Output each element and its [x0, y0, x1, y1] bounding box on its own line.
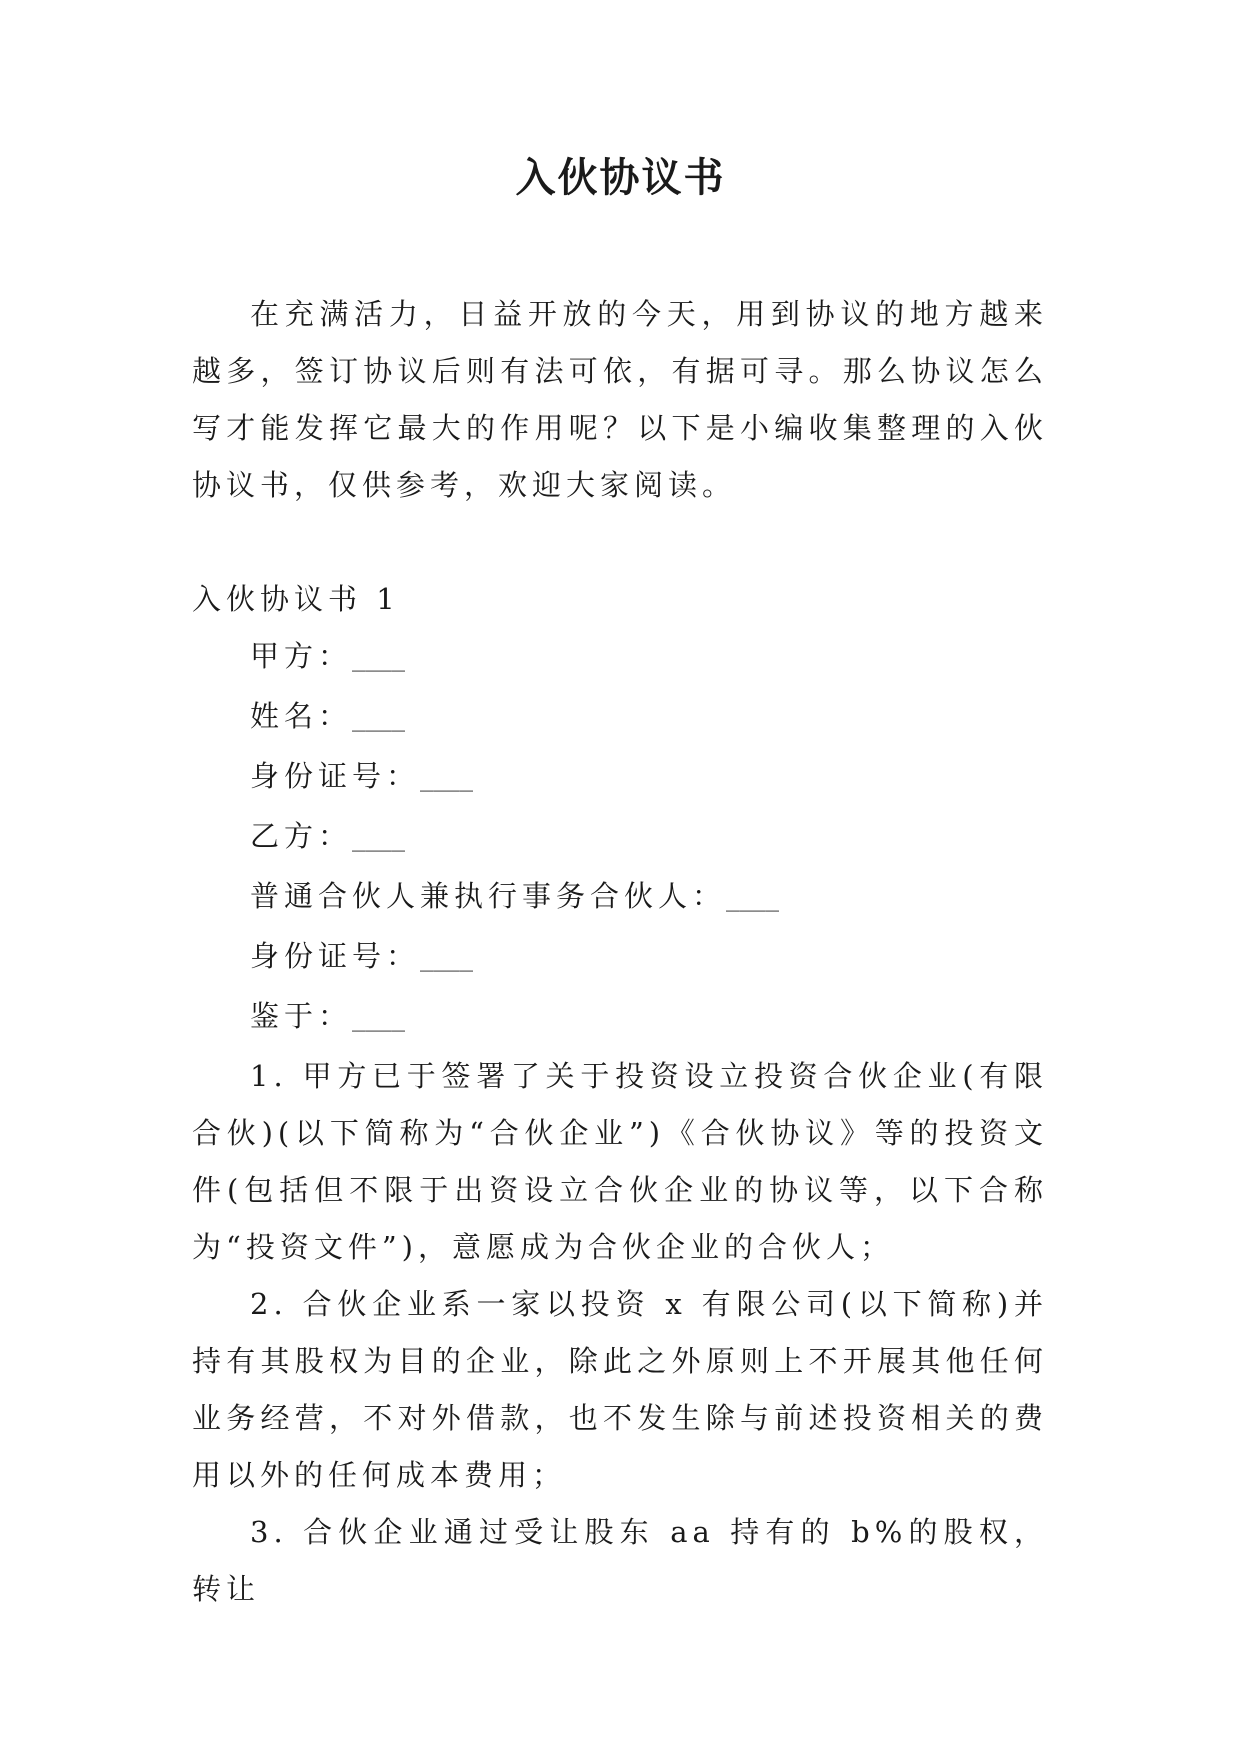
field-label: 鉴于： — [250, 999, 353, 1033]
fill-in-blank: ____ — [420, 947, 473, 972]
clause-1: 1. 甲方已于签署了关于投资设立投资合伙企业(有限合伙)(以下简称为“合伙企业”)《合伙协议》等的投资文件(包括但不限于出资设立合伙企业的协议等，以下合称为“投资文件”)，意愿成为合伙企业的合伙人； — [192, 1059, 1048, 1264]
document-body — [192, 286, 1048, 1618]
field-label: 普通合伙人兼执行事务合伙人： — [250, 879, 727, 913]
fill-in-blank: ____ — [420, 767, 473, 792]
field-label: 乙方： — [250, 819, 353, 853]
fill-in-blank: ____ — [352, 827, 405, 852]
field-id-number-a — [192, 748, 1048, 808]
field-general-partner — [192, 868, 1048, 928]
section-title: 入伙协议书 1 — [192, 582, 400, 616]
field-label: 身份证号： — [250, 939, 421, 973]
field-name — [192, 688, 1048, 748]
fill-in-blank: ____ — [352, 707, 405, 732]
field-party-b — [192, 808, 1048, 868]
clause-2: 2. 合伙企业系一家以投资 x 有限公司(以下简称)并持有其股权为目的企业，除此之外原则上不开展其他任何业务经营，不对外借款，也不发生除与前述投资相关的费用以外的任何成本费用； — [192, 1287, 1048, 1492]
field-whereas — [192, 988, 1048, 1048]
clause-3: 3. 合伙企业通过受让股东 aa 持有的 b%的股权，转让 — [192, 1515, 1048, 1606]
field-id-number-b — [192, 928, 1048, 988]
intro-paragraph: 在充满活力，日益开放的今天，用到协议的地方越来越多，签订协议后则有法可依，有据可寻。那么协议怎么写才能发挥它最大的作用呢？以下是小编收集整理的入伙协议书，仅供参考，欢迎大家阅读。 — [192, 297, 1048, 502]
field-label: 身份证号： — [250, 759, 421, 793]
field-party-a — [192, 628, 1048, 688]
fill-in-blank: ____ — [726, 887, 779, 912]
fill-in-blank: ____ — [352, 647, 405, 672]
document-title: 入伙协议书 — [515, 154, 726, 201]
fill-in-blank: ____ — [352, 1007, 405, 1032]
field-label: 甲方： — [250, 639, 353, 673]
field-label: 姓名： — [250, 699, 353, 733]
